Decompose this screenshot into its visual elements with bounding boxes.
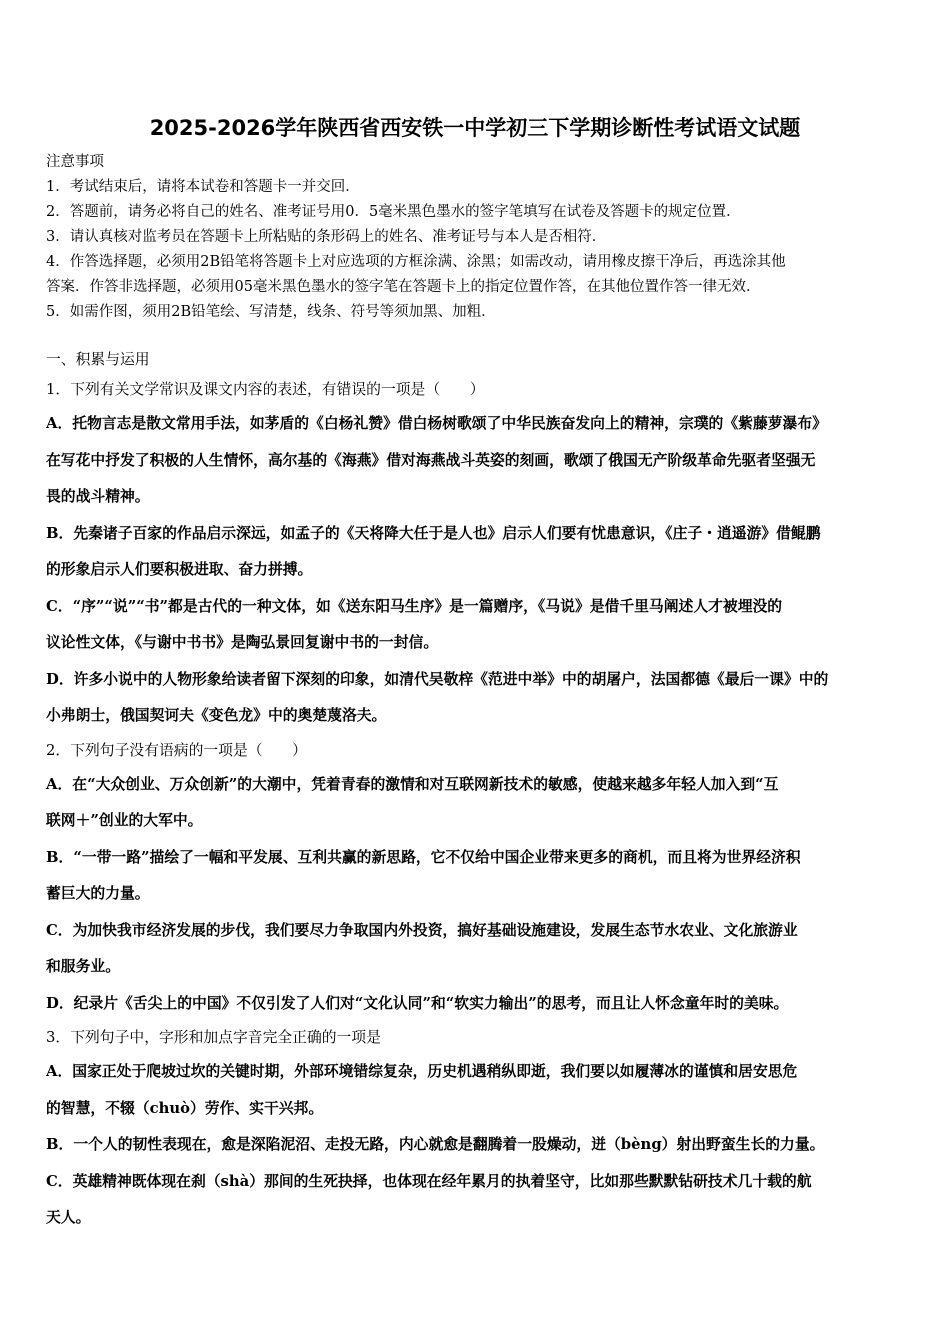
- option-b: [46, 516, 908, 553]
- option-text: “一带一路”描绘了一幅和平发展、互利共赢的新思路，它不仅给中国企业带来更多的商机，而且将为世界经济积: [73, 848, 801, 866]
- option-text: 国家正处于爬坡过坎的关键时期，外部环境错综复杂，历史机遇稍纵即逝，我们要以如履薄冰的谨慎和居安思危: [72, 1063, 798, 1080]
- option-text: 蓄巨大的力量。: [46, 885, 150, 902]
- option-continuation: [46, 949, 908, 986]
- option-continuation: [46, 698, 908, 735]
- option-continuation: [46, 443, 908, 480]
- option-a: [46, 1054, 908, 1091]
- option-text: “序”“说”“书”都是古代的一种文体，如《送东阳马生序》是一篇赠序，《马说》是借千里马阐述人才被埋没的: [72, 597, 783, 615]
- option-text: 天人。: [46, 1209, 91, 1226]
- option-a: [46, 406, 908, 443]
- option-text: 托物言志是散文常用手法，如茅盾的《白杨礼赞》借白杨树歌颂了中华民族奋发向上的精神，宗璞的《紫藤萝瀑布》: [72, 415, 827, 432]
- option-text: 小弗朗士，俄国契诃夫《变色龙》中的奥楚蔑洛夫。: [46, 707, 387, 724]
- option-d: [46, 986, 908, 1023]
- option-label: B．: [46, 848, 74, 866]
- note-item: 4．作答选择题，必须用2B铅笔将答题卡上对应选项的方框涂满、涂黑；如需改动，请用橡皮擦干净后，再选涂其他: [46, 254, 786, 270]
- option-c: [46, 1164, 908, 1201]
- option-label: D．: [46, 670, 74, 688]
- option-label: D．: [46, 994, 74, 1012]
- option-label: B．: [46, 1136, 74, 1153]
- option-text: 联网＋”创业的大军中。: [46, 812, 203, 829]
- option-label: A．: [46, 775, 73, 793]
- option-label: A．: [46, 415, 73, 432]
- option-c: [46, 913, 908, 950]
- option-d: [46, 662, 908, 699]
- option-label: C．: [46, 921, 73, 939]
- option-label: C．: [46, 1172, 73, 1190]
- option-text: 纪录片《舌尖上的中国》不仅引发了人们对“文化认同”和“软实力输出”的思考，而且让人怀念童年时的美味。: [73, 994, 789, 1012]
- question-stem: 2．下列句子没有语病的一项是（ ）: [46, 741, 307, 759]
- note-item: 1．考试结束后，请将本试卷和答题卡一并交回．: [46, 179, 360, 195]
- option-text: 一个人的韧性表现在，愈是深陷泥沼、走投无路，内心就愈是翻腾着一股燥动，迸（bèng）射出野蛮生长的力量。: [73, 1136, 825, 1153]
- option-text: 畏的战斗精神。: [46, 488, 150, 505]
- option-label: C．: [46, 597, 73, 615]
- document-title: 2025-2026学年陕西省西安铁一中学初三下学期诊断性考试语文试题: [149, 116, 801, 140]
- option-continuation: [46, 625, 908, 662]
- note-item: 2．答题前，请务必将自己的姓名、准考证号用0．5毫米黑色墨水的签字笔填写在试卷及答题卡的规定位置．: [46, 204, 741, 220]
- question-stem: 1．下列有关文学常识及课文内容的表述，有错误的一项是（ ）: [46, 381, 485, 398]
- option-label: B．: [46, 524, 74, 542]
- option-text: 的智慧，不辍（chuò）劳作、实干兴邦。: [46, 1099, 324, 1117]
- option-continuation: [46, 479, 908, 516]
- questions-block: [46, 346, 908, 1237]
- option-text: 在写花中抒发了积极的人生情怀，高尔基的《海燕》借对海燕战斗英姿的刻画，歌颂了俄国无产阶级革命先驱者坚强无: [46, 451, 816, 469]
- option-text: 许多小说中的人物形象给读者留下深刻的印象，如清代吴敬梓《范进中举》中的胡屠户，法国都德《最后一课》中的: [73, 670, 829, 688]
- option-continuation: [46, 803, 908, 840]
- option-continuation: [46, 1091, 908, 1128]
- option-continuation: [46, 552, 908, 589]
- option-text: 英雄精神既体现在刹（shà）那间的生死抉择，也体现在经年累月的执着坚守，比如那些默默钻研技术几十载的航: [72, 1172, 812, 1190]
- option-c: [46, 589, 908, 626]
- option-text: 和服务业。: [46, 958, 120, 975]
- note-item: 3．请认真核对监考员在答题卡上所粘贴的条形码上的姓名、准考证号与本人是否相符．: [46, 229, 607, 245]
- option-label: A．: [46, 1063, 73, 1080]
- option-continuation: [46, 1200, 908, 1237]
- option-text: 先秦诸子百家的作品启示深远，如孟子的《天将降大任于是人也》启示人们要有忧患意识，《庄子・逍遥游》借鲲鹏: [73, 524, 821, 542]
- option-text: 在“大众创业、万众创新”的大潮中，凭着青春的激情和对互联网新技术的敏感，使越来越多年轻人加入到“互: [72, 775, 779, 793]
- option-a: [46, 767, 908, 804]
- option-text: 的形象启示人们要积极进取、奋力拼搏。: [46, 561, 313, 578]
- notes-heading: 注意事项: [46, 154, 104, 170]
- note-item: 5．如需作图，须用2B铅笔绘、写清楚，线条、符号等须加黑、加粗．: [46, 304, 496, 320]
- option-b: [46, 840, 908, 877]
- question-stem: 3．下列句子中，字形和加点字音完全正确的一项是: [46, 1029, 381, 1046]
- option-text: 为加快我市经济发展的步伐，我们要尽力争取国内外投资，搞好基础设施建设，发展生态节水农业、文化旅游业: [72, 921, 798, 939]
- notes-block: [46, 150, 916, 325]
- section-heading: 一、积累与运用: [46, 351, 150, 368]
- option-text: 议论性文体，《与谢中书书》是陶弘景回复谢中书的一封信。: [46, 634, 439, 651]
- note-item: 答案．作答非选择题，必须用05毫米黑色墨水的签字笔在答题卡上的指定位置作答，在其他位置作答一律无效．: [46, 279, 761, 295]
- option-b: [46, 1127, 908, 1164]
- option-continuation: [46, 876, 908, 913]
